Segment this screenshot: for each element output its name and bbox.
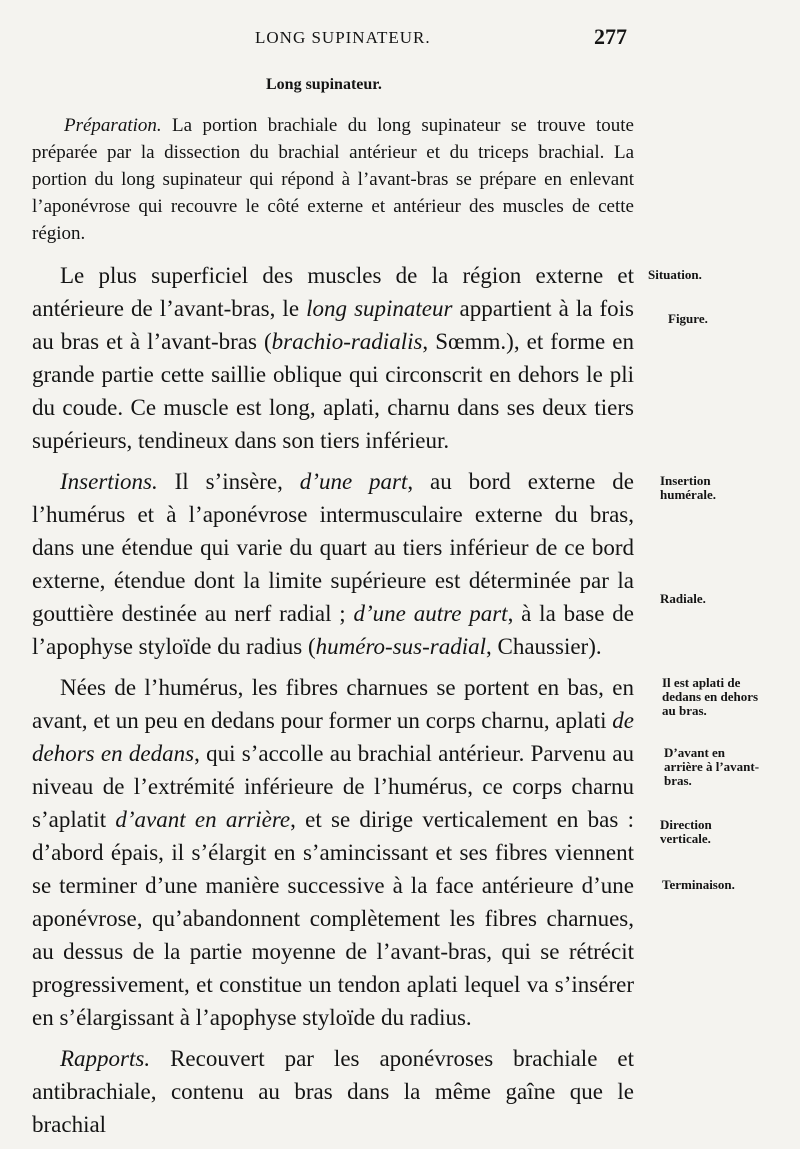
rapports-paragraph: [32, 1042, 634, 1141]
para1-em-long-supinateur: long supinateur: [306, 296, 453, 321]
margin-note-situation: Situation.: [648, 267, 702, 282]
para1-text-c: , Sœmm.), et forme en grande partie cette saillie oblique qui circonscrit en dehors le pli du coude. Ce muscle est long, aplati, charnu dans ses deux tiers supérieurs, tendineux dans son tiers inférieur.: [32, 329, 634, 453]
page-header: [0, 22, 800, 52]
insertions-text-c: , à la base de l’apophyse styloïde du radius (: [32, 601, 634, 659]
margin-note-aplati: Il est aplati de dedans en dehors au bras.: [662, 675, 759, 718]
margin-note-figure: Figure.: [668, 311, 708, 326]
para2-text-a: Nées de l’humérus, les fibres charnues se portent en bas, en avant, et un peu en dedans pour former un corps charnu, aplati: [32, 675, 634, 733]
section-title: Long supinateur.: [266, 76, 382, 93]
preparation-lead: Préparation.: [64, 115, 162, 136]
page-number: 277: [594, 24, 627, 49]
para1-em-brachio-radialis: brachio-radialis: [271, 329, 423, 354]
insertions-text-d: , Chaussier).: [486, 634, 602, 659]
fibres-paragraph: [32, 671, 634, 1034]
margin-note-insertion: Insertion humérale.: [660, 473, 716, 502]
insertions-em-2: d’une autre part: [353, 601, 508, 626]
para1-text-a: Le plus superficiel des muscles de la région externe et antérieure de l’avant-bras, le: [32, 263, 634, 321]
para2-text-c: , et se dirige verticalement en bas : d’abord épais, il s’élargit en s’amincissant et ses fibres viennent se terminer d’une manière successive à la face antérieure d’une aponévrose, qu’abandonnent complètement les fibres charnues, au dessus de la partie moyenne de l’avant-bras, qui se rétrécit progressivement, et constitue un tendon aplati lequel va s’insérer en s’élargissant à l’apophyse styloïde du radius.: [32, 807, 634, 1030]
margin-note-avant: D’avant en arrière à l’avant-bras.: [664, 745, 760, 788]
insertions-em-1: d’une part: [299, 469, 408, 494]
preparation-paragraph: [32, 112, 634, 247]
para1-text-b: appartient à la fois au bras et à l’avant-bras (: [32, 296, 635, 354]
insertions-paragraph: [32, 465, 634, 663]
para2-text-b: , qui s’accolle au brachial antérieur. Parvenu au niveau de l’extrémité inférieure de l’humérus, ce corps charnu s’aplatit: [32, 741, 634, 832]
insertions-text-b: , au bord externe de l’humérus et à l’aponévrose intermusculaire externe du bras, dans une étendue qui varie du quart au tiers inférieur de ce bord externe, étendue dont la limite supérieure est déterminée par la gouttière destinée au nerf radial ;: [32, 469, 634, 626]
para2-em-1: de dehors en dedans: [32, 708, 634, 766]
insertions-em-3: huméro-sus-radial: [315, 634, 486, 659]
margin-note-terminaison: Terminaison.: [662, 877, 735, 892]
main-text: [32, 112, 634, 1149]
rapports-text: Recouvert par les aponévroses brachiale et antibrachiale, contenu au bras dans la même gaîne que le brachial: [32, 1046, 634, 1137]
margin-note-direction: Direction verticale.: [660, 817, 712, 846]
running-title: LONG SUPINATEUR.: [255, 28, 431, 47]
rapports-lead: Rapports.: [60, 1046, 151, 1071]
description-paragraph: [32, 259, 634, 457]
insertions-text-a: Il s’insère,: [157, 469, 300, 494]
preparation-text: La portion brachiale du long supinateur se trouve toute préparée par la dissection du brachial antérieur et du triceps brachial. La portion du long supinateur qui répond à l’avant-bras se prépare en enlevant l’aponévrose qui recouvre le côté externe et antérieur des muscles de cette région.: [32, 115, 634, 244]
para2-em-2: d’avant en arrière: [115, 807, 291, 832]
margin-note-radiale: Radiale.: [660, 591, 706, 606]
insertions-lead: Insertions.: [60, 469, 158, 494]
